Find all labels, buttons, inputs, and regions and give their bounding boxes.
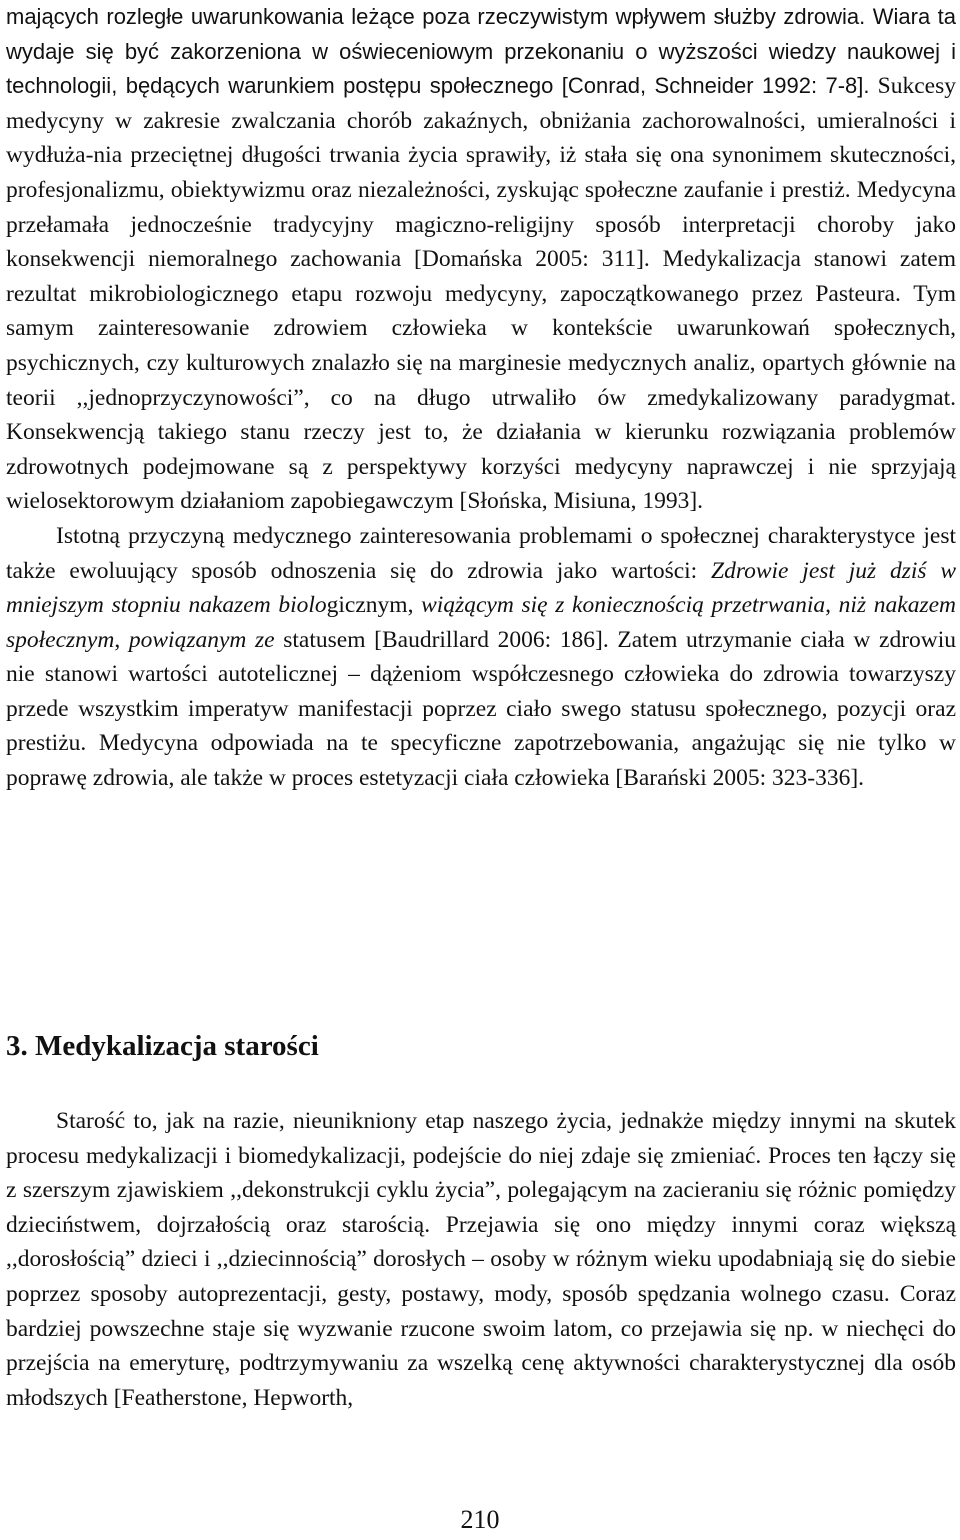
paragraph-3-container: [6, 1104, 956, 1415]
paragraph-2-part-a: Istotną przyczyną medycznego zainteresowania problemami o społecznej charakterystyce jest także ewoluujący sposób odnoszenia się do zdrowia jako wartości:: [6, 522, 956, 584]
paragraph-2-quote-2: wiążącym się z koniecznością przetrwania, niż nakazem społecznym: [6, 592, 957, 653]
document-page: [6, 0, 956, 796]
paragraph-2-part-d: statusem [Baudrillard 2006: 186]. Zatem utrzymanie ciała w zdrowiu nie stanowi wartości autotelicznej – dążeniom współczesnego człowieka do zdrowia towarzyszy przede wszystkim imperatyw manifestacji poprzez ciało swego statusu społecznego, pozycji oraz prestiżu. Medycyna odpowiada na te specyficzne zapotrzebowania, angażując się nie tylko w poprawę zdrowia, ale także w proces estetyzacji ciała człowieka [Barański 2005: 323-336].: [6, 626, 957, 792]
paragraph-2-part-c: ,: [114, 626, 129, 653]
paragraph-2-quote-3: powiązanym ze: [128, 626, 275, 653]
paragraph-2-quote: Zdrowie jest już dziś w mniejszym stopniu nakazem biolo: [6, 557, 957, 619]
paragraph-1-serif-part: Sukcesy medycyny w zakresie zwalczania chorób zakaźnych, obniżania zachorowalności, umieralności i wydłuża-nia przeciętnej długości trwania życia sprawiły, iż stała się ona synonimem skuteczności, profesjonalizmu, obiektywizmu oraz niezależności, zyskując społeczne zaufanie i prestiż. Medycyna przełamała jednocześnie tradycyjny magiczno-religijny sposób interpretacji choroby jako konsekwencji niemoralnego zachowania [Domańska 2005: 311]. Medykalizacja stanowi zatem rezultat mikrobiologicznego etapu rozwoju medycyny, zapoczątkowanego przez Pasteura. Tym samym zainteresowanie zdrowiem człowieka w kontekście uwarunkowań społecznych, psychicznych, czy kulturowych znalazło się na marginesie medycznych analiz, opartych głównie na teorii ,,jednoprzyczynowości”, co na długo utrwaliło ów zmedykalizowany paradygmat. Konsekwencją takiego stanu rzeczy jest to, że działania w kierunku rozwiązania problemów zdrowotnych podejmowane są z perspektywy korzyści medycyny naprawczej i nie sprzyjają wielosektorowym działaniom zapobiegawczym [Słońska, Misiuna, 1993].: [6, 73, 957, 515]
paragraph-3: Starość to, jak na razie, nieunikniony etap naszego życia, jednakże między innymi na skutek procesu medykalizacji i biomedykalizacji, podejście do niej zdaje się zmieniać. Proces ten łączy się z szerszym zjawiskiem ,,dekonstrukcji cyklu życia”, polegającym na zacieraniu się różnic pomiędzy dzieciństwem, dojrzałością oraz starością. Przejawia się ono między innymi coraz większą ,,dorosłością” dzieci i ,,dziecinnością” dorosłych – osoby w różnym wieku upodabniają się do siebie poprzez sposoby autoprezentacji, gesty, postawy, mody, sposób spędzania wolnego czasu. Coraz bardziej powszechne staje się wyzwanie rzucone swoim latom, co przejawia się np. w niechęci do przejścia na emeryturę, podtrzymywaniu za wszelką cenę aktywności charakterystycznej dla osób młodszych [Featherstone, Hepworth,: [6, 1108, 956, 1411]
page-number: 210: [460, 1505, 500, 1534]
section-heading: 3. Medykalizacja starości: [6, 1030, 319, 1062]
paragraph-2-part-b: gicznym,: [326, 592, 422, 619]
paragraph-1: [6, 0, 956, 519]
paragraph-1-sans-part: mających rozległe uwarunkowania leżące poza rzeczywistym wpływem służby zdrowia. Wiara ta wydaje się być zakorzeniona w oświeceniowym przekonaniu o wyższości wiedzy naukowej i technologii, będących warunkiem postępu społecznego [Conrad, Schneider 1992: 7-8].: [6, 4, 956, 99]
paragraph-2: [6, 519, 956, 796]
